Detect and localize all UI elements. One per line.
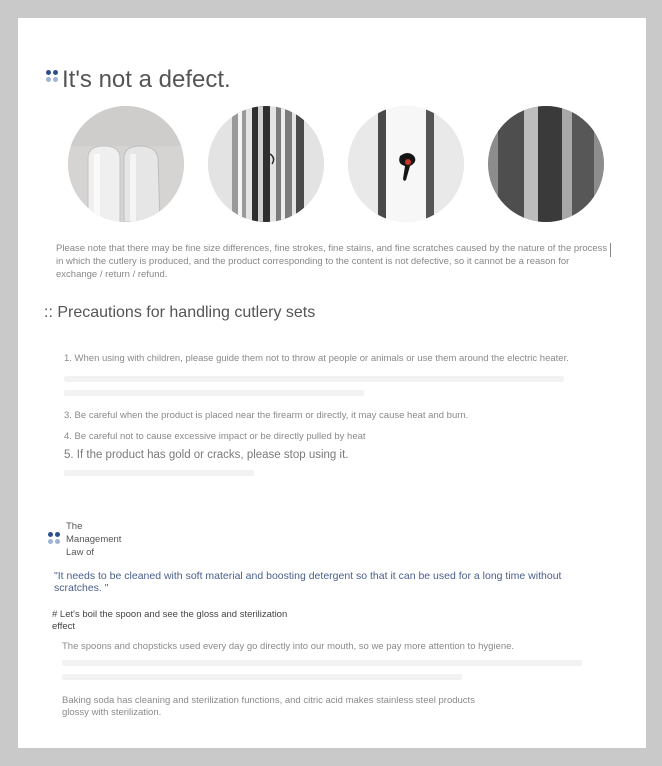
precaution-item: 4. Be careful not to cause excessive impact or be directly pulled by heat <box>64 431 366 442</box>
divider <box>610 243 611 257</box>
dark-steel-image <box>488 106 604 222</box>
faded-line <box>64 470 254 476</box>
management-heading <box>66 520 146 559</box>
faded-line <box>62 674 462 680</box>
baking-soda-paragraph: Baking soda has cleaning and sterilization functions, and citric acid makes stainless steel products glossy with sterilization. <box>62 695 475 718</box>
management-line: Management <box>66 534 122 545</box>
management-line: The <box>66 521 83 532</box>
boil-heading: # Let's boil the spoon and see the gloss and sterilization effect <box>52 609 288 632</box>
bullet-dots-icon <box>48 532 62 544</box>
precautions-heading: :: Precautions for handling cutlery sets <box>44 304 316 321</box>
scratch-spot-image <box>348 106 464 222</box>
precaution-item: 1. When using with children, please guide them not to throw at people or animals or use them around the electric heater. <box>64 353 569 364</box>
bullet-dots-icon <box>46 70 60 82</box>
cleaning-quote: "It needs to be cleaned with soft material and boosting detergent so that it can be used for a long time without scratches. " <box>54 570 562 594</box>
faded-line <box>64 390 364 396</box>
faded-line <box>62 660 582 666</box>
spoon-handles-image <box>68 106 184 222</box>
hygiene-paragraph: The spoons and chopsticks used every day go directly into our mouth, so we pay more attention to hygiene. <box>62 641 515 652</box>
management-line: Law of <box>66 547 94 558</box>
faded-line <box>64 376 564 382</box>
page-title: It's not a defect. <box>62 66 231 93</box>
page <box>18 18 646 748</box>
precaution-item: 3. Be careful when the product is placed near the firearm or directly, it may cause heat and burn. <box>64 410 469 421</box>
defect-note: Please note that there may be fine size differences, fine strokes, fine stains, and fine scratches caused by the nature of the process in which the cutlery is produced, and the product corresponding to the content is not defective, so it cannot be a reason for exchange / return / refund. <box>56 243 608 280</box>
precaution-item: 5. If the product has gold or cracks, please stop using it. <box>64 449 349 461</box>
stainless-rods-image <box>208 106 324 222</box>
